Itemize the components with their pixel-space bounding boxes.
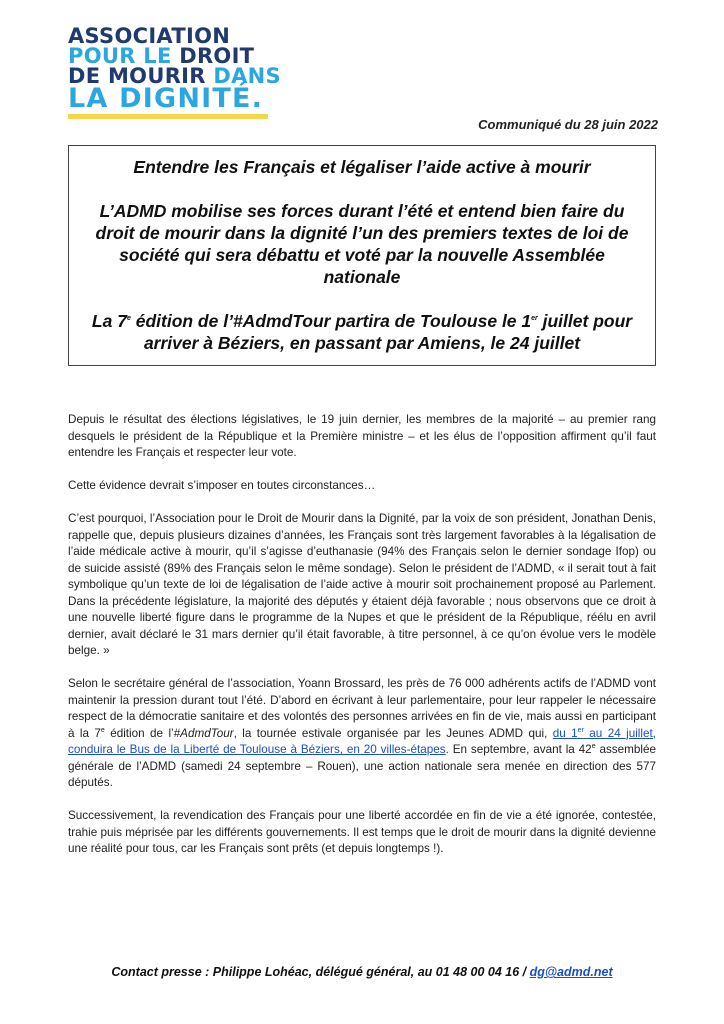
press-contact: Contact presse : Philippe Lohéac, délégué général, au 01 48 00 04 16 / dg@admd.net [111, 965, 613, 979]
paragraph-1: Depuis le résultat des élections législatives, le 19 juin dernier, les membres de la majorité – au premier rang desquels le président de la République et la Première ministre – et les élus de l’opposition affirment qu’il faut entendre les Français et respecter leur vote. [68, 413, 656, 459]
tour-link[interactable]: du 1er au 24 juillet, conduira le Bus de la Liberté de Toulouse à Béziers, en 20 villes-étapes [68, 726, 656, 756]
paragraph-2: Cette évidence devrait s’imposer en toutes circonstances… [68, 479, 376, 492]
press-release-date: Communiqué du 28 juin 2022 [478, 117, 658, 132]
headline-subtitle: L’ADMD mobilise ses forces durant l’été et entend bien faire du droit de mourir dans la dignité l’un des premiers textes de loi de société qui sera débattu et voté par la nouvelle Assemblée nationale [95, 201, 629, 287]
paragraph-3: C’est pourquoi, l’Association pour le Droit de Mourir dans la Dignité, par la voix de son président, Jonathan Denis, rappelle que, depuis plusieurs dizaines d’années, les Français sont très largement favorables à la légalisation de l’aide médicale active à mourir, qu’il s’agisse d’euthanasie (94% des Français selon le dernier sondage Ifop) ou de suicide assisté (89% des Français selon le même sondage). Selon le président de l’ADMD, « il serait tout à fait symbolique qu’un texte de loi de légalisation de l’aide active à mourir soit prochainement proposé au Parlement. Dans la précédente législature, la majorité des députés y étaient déjà favorable ; nous observons que ce droit à une nouvelle liberté figure dans le programme de la Nupes et que le président de la République, réélu en avril dernier, avait déclaré le 31 mars dernier qu’il était favorable, à titre personnel, à ce qu’on évolue vers le modèle belge. » [68, 512, 656, 657]
body-text [68, 412, 656, 874]
contact-email-link[interactable]: dg@admd.net [529, 965, 613, 979]
logo-line-3: DE MOURIR DANS [68, 64, 281, 88]
logo-underline-bar [68, 114, 268, 119]
headline-box [68, 145, 656, 366]
admd-logo [68, 26, 288, 112]
logo-line-1: ASSOCIATION [68, 24, 231, 48]
headline-tour: La 7e édition de l’#AdmdTour partira de Toulouse le 1er juillet pour arriver à Béziers, en passant par Amiens, le 24 juillet [91, 311, 633, 353]
logo-line-4: LA DIGNITÉ. [68, 83, 264, 114]
headline-title: Entendre les Français et légaliser l’aide active à mourir [133, 157, 591, 177]
paragraph-5: Successivement, la revendication des Français pour une liberté accordée en fin de vie a été ignorée, contestée, trahie puis méprisée par les différents gouvernements. Il est temps que le droit de mourir dans la dignité devienne une réalité pour tous, car les Français sont prêts (et depuis longtemps !). [68, 809, 656, 855]
logo-line-2: POUR LE DROIT [68, 44, 255, 68]
paragraph-4: Selon le secrétaire général de l’association, Yoann Brossard, les près de 76 000 adhérents actifs de l’ADMD vont maintenir la pression durant tout l’été. D’abord en écrivant à leur parlementaire, pour leur rappeler le nécessaire respect de la démocratie sanitaire et des volontés des personnes arrivées en fin de vie, mais aussi en participant à la 7e édition de l’#AdmdTour, la tournée estivale organisée par les Jeunes ADMD qui, du 1er au 24 juillet, conduira le Bus de la Liberté de Toulouse à Béziers, en 20 villes-étapes. En septembre, avant la 42e assemblée générale de l’ADMD (samedi 24 septembre – Rouen), une action nationale sera menée en direction des 577 députés. [68, 677, 656, 789]
